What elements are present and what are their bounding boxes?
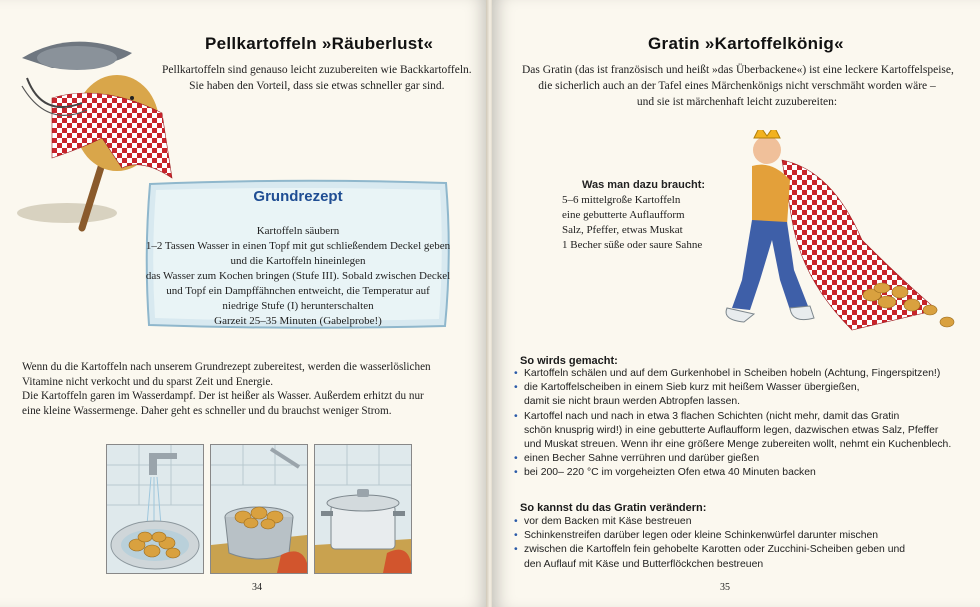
step-text: die Kartoffelscheiben in einem Sieb kurz mit heißem Wasser übergießen, (524, 382, 860, 394)
recipe-line: und die Kartoffeln hineinlegen (230, 255, 366, 267)
bullet-icon: • (514, 516, 518, 527)
recipe-line: Garzeit 25–35 Minuten (Gabelprobe!) (214, 315, 382, 327)
recipe-box (144, 178, 452, 330)
step-text: und Muskat streuen. Wenn ihr eine größere Menge zubereiten wollt, nehmt ein Kuchenblech. (524, 439, 952, 451)
bullet-icon: • (514, 530, 518, 542)
bullet-icon: • (514, 382, 518, 394)
recipe-title: Grundrezept (253, 188, 343, 205)
step-item (514, 466, 951, 480)
left-intro-line: Pellkartoffeln sind genauso leicht zuzubereiten wie Backkartoffeln. (162, 64, 472, 76)
potato-king-illustration (672, 130, 972, 345)
right-intro-line: Das Gratin (das ist französisch und heißt »das Überbackene«) ist eine leckere Kartoffelspeise, (522, 64, 954, 76)
step-text: schön knusprig wird!) in eine gebutterte Auflaufform legen, dazwischen etwas Salz, Pfeffer (524, 424, 939, 436)
recipe-line: 1–2 Tassen Wasser in einen Topf mit gut schließendem Deckel geben (145, 240, 451, 252)
lidded-pot-illustration (315, 445, 411, 573)
paragraph-line: eine kleine Wassermenge. Daher geht es schneller und du brauchst weniger Strom. (22, 404, 392, 417)
variation-item (514, 543, 905, 557)
variations-list (514, 515, 905, 572)
right-intro-line: und sie ist märchenhaft leicht zuzubereiten: (636, 96, 838, 108)
pot-steaming-illustration (211, 445, 307, 573)
variation-text: vor dem Backen mit Käse bestreuen (524, 516, 692, 527)
bullet-icon: • (514, 467, 518, 479)
variation-text: den Auflauf mit Käse und Butterflöckchen bestreuen (524, 558, 764, 570)
step-item (514, 452, 951, 466)
bullet-icon: • (514, 410, 518, 422)
bullet-icon: • (514, 368, 518, 379)
ingredient-line: eine gebutterte Auflaufform (562, 209, 685, 221)
page-number-left: 34 (252, 582, 262, 593)
variation-text: zwischen die Kartoffeln fein gehobelte Karotten oder Zucchini-Scheiben geben und (524, 544, 906, 556)
ingredient-line: 1 Becher süße oder saure Sahne (562, 239, 703, 251)
ingredient-line: 5–6 mittelgroße Kartoffeln (562, 194, 681, 206)
step-text: Kartoffeln schälen und auf dem Gurkenhobel in Scheiben hobeln (Achtung, Fingerspitzen!) (524, 368, 941, 379)
lidded-pot-panel (314, 444, 412, 574)
recipe-line: Kartoffeln säubern (256, 225, 340, 237)
left-page (0, 0, 488, 607)
page-number-right: 35 (720, 582, 730, 593)
right-intro-line: die sicherlich auch an der Tafel eines Märchenkönigs nicht verschmäht worden wäre – (538, 80, 936, 92)
paragraph-line: Wenn du die Kartoffeln nach unserem Grundrezept zubereitest, werden die wasserlöslichen (22, 361, 431, 373)
recipe-line: das Wasser zum Kochen bringen (Stufe III). Sobald zwischen Deckel (145, 270, 451, 282)
right-intro (522, 62, 952, 110)
variation-item (514, 529, 905, 543)
step-text: damit sie nicht braun werden Abtropfen lassen. (524, 396, 741, 408)
recipe-steps (144, 224, 452, 329)
step-item (514, 410, 951, 424)
right-page (492, 0, 980, 607)
step-text: einen Becher Sahne verrühren und darüber gießen (524, 453, 760, 465)
recipe-line: und Topf ein Dampffähnchen entweicht, die Temperatur auf (166, 285, 430, 297)
step-item (514, 381, 951, 395)
step-item-cont (514, 395, 951, 409)
left-page-title: Pellkartoffeln »Räuberlust« (205, 34, 434, 53)
washing-potatoes-illustration (107, 445, 203, 573)
variations-title: So kannst du das Gratin verändern: (520, 502, 707, 514)
bullet-icon: • (514, 453, 518, 465)
step-item-cont (514, 424, 951, 438)
left-intro (162, 62, 472, 94)
paragraph-line: Die Kartoffeln garen im Wasserdampf. Der ist heißer als Wasser. Außerdem erhitzt du nur (22, 390, 424, 402)
step-item-cont (514, 438, 951, 452)
right-page-title: Gratin »Kartoffelkönig« (648, 34, 844, 53)
paragraph-line: Vitamine nicht verkocht und du sparst Zeit und Energie. (22, 375, 274, 388)
step-text: Kartoffel nach und nach in etwa 3 flachen Schichten (nicht mehr, damit das Gratin (524, 410, 900, 422)
steps-list (514, 367, 951, 481)
step-text: bei 200– 220 °C im vorgeheizten Ofen etwa 40 Minuten backen (524, 467, 816, 479)
left-intro-line: Sie haben den Vorteil, dass sie etwas schneller gar sind. (189, 80, 445, 92)
pot-steaming-panel (210, 444, 308, 574)
step-item (514, 367, 951, 381)
variation-text: Schinkenstreifen darüber legen oder kleine Schinkenwürfel darunter mischen (524, 530, 879, 542)
left-paragraph (22, 360, 431, 418)
variation-item-cont (514, 558, 905, 572)
variation-item (514, 515, 905, 529)
washing-potatoes-panel (106, 444, 204, 574)
ingredient-line: Salz, Pfeffer, etwas Muskat (562, 224, 683, 236)
ingredients-title: Was man dazu braucht: (582, 179, 706, 191)
recipe-line: niedrige Stufe (I) herunterschalten (222, 300, 374, 312)
steps-title: So wirds gemacht: (520, 355, 618, 367)
bullet-icon: • (514, 544, 518, 556)
